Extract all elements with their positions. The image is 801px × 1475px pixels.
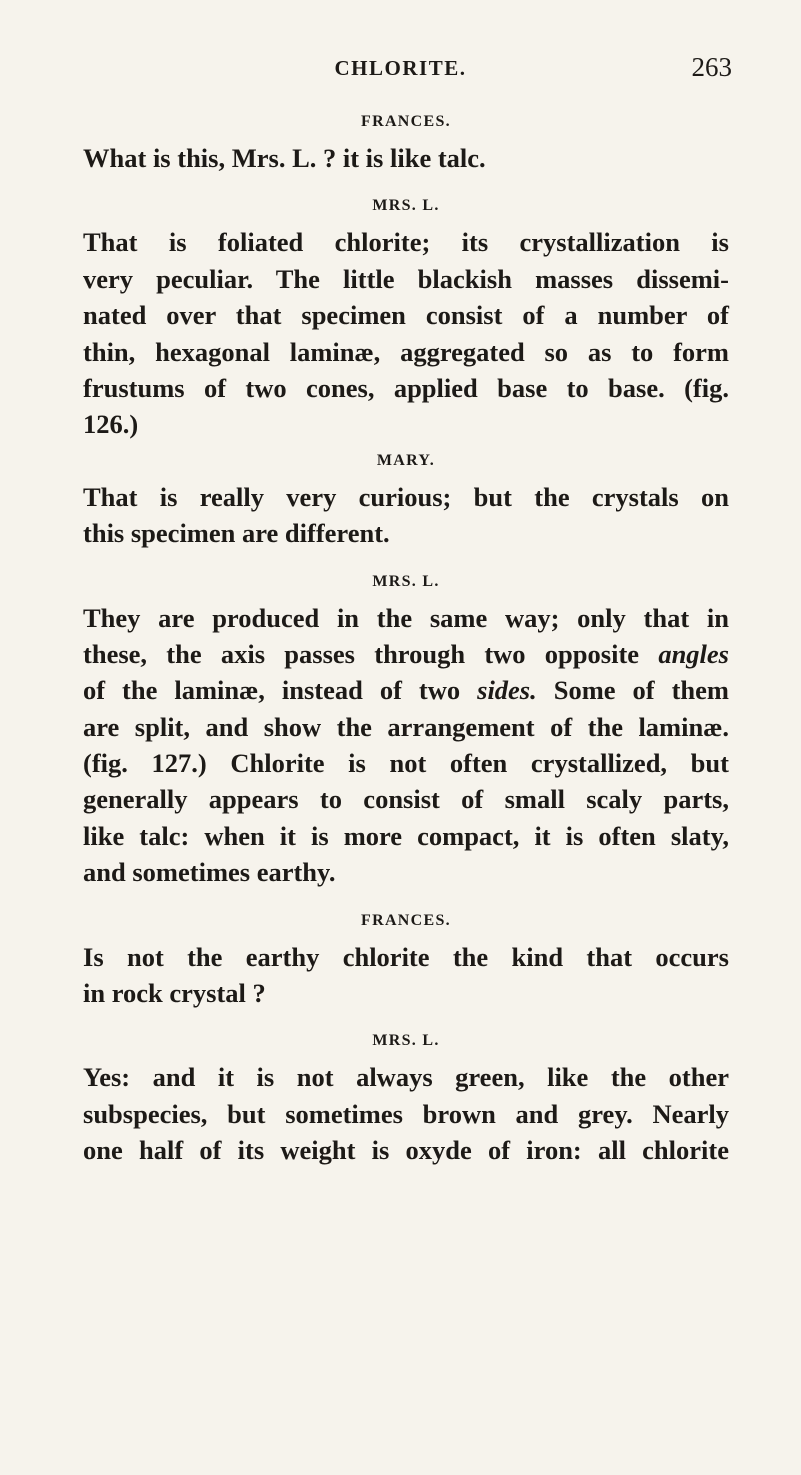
text-line: one half of its weight is oxyde of iron: all chlorite xyxy=(83,1135,729,1166)
text-line-with-emphasis xyxy=(83,672,729,708)
speech-paragraph xyxy=(83,224,729,442)
speech-paragraph xyxy=(83,939,729,1012)
text-line: nated over that specimen consist of a number of xyxy=(83,300,729,331)
text-line: That is really very curious; but the crystals on xyxy=(83,481,729,512)
speaker-label: MRS. L. xyxy=(372,572,440,590)
text-line: Is not the earthy chlorite the kind that occurs xyxy=(83,941,729,972)
text-line: this specimen are different. xyxy=(83,518,390,549)
speaker-label: MRS. L. xyxy=(372,1032,440,1050)
text-line: That is foliated chlorite; its crystallization is xyxy=(83,227,729,258)
text-line: They are produced in the same way; only that in xyxy=(83,602,729,633)
text-line: in rock crystal ? xyxy=(83,978,266,1009)
speaker-label: FRANCES. xyxy=(361,911,451,929)
speech-paragraph xyxy=(83,140,729,176)
speaker-label: MRS. L. xyxy=(372,197,440,215)
text-line: subspecies, but sometimes brown and grey. Nearly xyxy=(83,1098,729,1129)
emphasized-word: sides. xyxy=(477,675,537,706)
emphasized-word: angles xyxy=(658,638,729,669)
text-line: Yes: and it is not always green, like the other xyxy=(83,1062,729,1093)
text-line: very peculiar. The little blackish masses dissemi- xyxy=(83,263,729,294)
speech-paragraph xyxy=(83,479,729,552)
speaker-label: FRANCES. xyxy=(361,113,451,130)
dialogue-text xyxy=(83,104,729,1169)
page-number: 263 xyxy=(691,52,732,82)
speech-paragraph xyxy=(83,600,729,891)
text-line: frustums of two cones, applied base to base. (fig. xyxy=(83,372,729,403)
text-line: 126.) xyxy=(83,409,139,440)
text-line: (fig. 127.) Chlorite is not often crystallized, but xyxy=(83,748,729,779)
text-line: and sometimes earthy. xyxy=(83,857,336,888)
text-line-with-emphasis xyxy=(83,636,729,672)
text-line: are split, and show the arrangement of the laminæ. xyxy=(83,711,729,742)
speaker-label: MARY. xyxy=(376,451,436,469)
text-fragment: Some of them xyxy=(553,675,729,706)
text-line: like talc: when it is more compact, it is often slaty, xyxy=(83,820,729,851)
text-fragment: of the laminæ, instead of two xyxy=(83,675,461,706)
speech-paragraph xyxy=(83,1059,729,1168)
running-head xyxy=(0,52,801,86)
text-line: thin, hexagonal laminæ, aggregated so as to form xyxy=(83,336,729,367)
running-title: CHLORITE. xyxy=(334,56,467,80)
text-fragment: these, the axis passes through two opposite xyxy=(83,638,640,669)
text-line: What is this, Mrs. L. ? it is like talc. xyxy=(83,143,486,173)
text-line: generally appears to consist of small scaly parts, xyxy=(83,784,729,815)
